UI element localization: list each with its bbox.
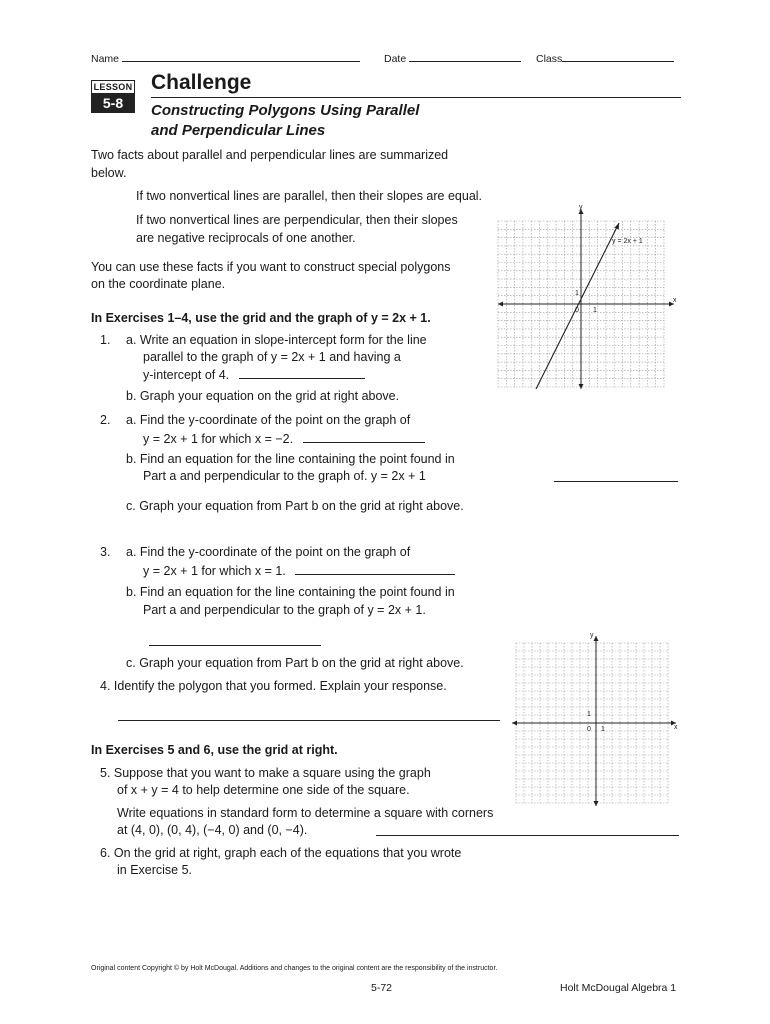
- page-subtitle: [151, 101, 571, 141]
- exercise-1a-line-3: [143, 367, 365, 382]
- graph-2-x-label: x: [674, 724, 678, 731]
- graph-1-y-arrow-down-icon: [579, 384, 584, 389]
- exercise-4: 4. Identify the polygon that you formed. Explain your response.: [100, 679, 447, 693]
- exercise-5-line-2: of x + y = 4 to help determine one side of the square.: [117, 783, 410, 797]
- lesson-badge: [91, 80, 135, 113]
- fact-1: If two nonvertical lines are parallel, then their slopes are equal.: [136, 189, 483, 203]
- exercise-3a-answer-blank[interactable]: [295, 563, 455, 575]
- exercise-2a-line-1: a. Find the y-coordinate of the point on the graph of: [126, 413, 411, 427]
- exercise-2a-answer-blank[interactable]: [303, 431, 425, 443]
- graph-1-line-label: y = 2x + 1: [612, 238, 643, 245]
- graph-2-x-arrow-left-icon: [512, 721, 517, 726]
- graph-1-origin-label: 0: [575, 307, 579, 314]
- footer-page-number: 5-72: [371, 982, 393, 994]
- lesson-number: 5-8: [91, 94, 135, 113]
- graph-1-x-label: x: [673, 297, 677, 304]
- exercise-5-answer-blank[interactable]: [376, 824, 679, 839]
- exercise-1a-line-2: parallel to the graph of y = 2x + 1 and having a: [143, 350, 401, 364]
- use-line-1: You can use these facts if you want to construct special polygons: [91, 260, 451, 274]
- title-rule: [151, 97, 681, 98]
- graph-2-tick-one-y: 1: [587, 711, 591, 718]
- name-field[interactable]: [91, 50, 360, 65]
- exercise-4-answer-blank[interactable]: [118, 709, 500, 724]
- exercise-3a-text: y = 2x + 1 for which x = 1.: [143, 564, 286, 578]
- exercise-1-number: 1.: [100, 333, 111, 347]
- exercise-1a-text: y-intercept of 4.: [143, 368, 230, 382]
- fact-2-line-1: If two nonvertical lines are perpendicular, then their slopes: [136, 213, 458, 227]
- exercise-3b-line-2: Part a and perpendicular to the graph of y = 2x + 1.: [143, 603, 426, 617]
- exercise-2a-text: y = 2x + 1 for which x = −2.: [143, 432, 294, 446]
- exercise-6-line-2: in Exercise 5.: [117, 863, 193, 877]
- exercise-3a-line-2: [143, 563, 455, 578]
- exercise-2b-answer-blank[interactable]: [554, 470, 678, 485]
- section-1-heading: In Exercises 1–4, use the grid and the graph of y = 2x + 1.: [91, 311, 431, 325]
- exercise-6-line-1: 6. On the grid at right, graph each of the equations that you wrote: [100, 846, 462, 860]
- exercise-2-number: 2.: [100, 413, 111, 427]
- lesson-label: LESSON: [91, 80, 135, 94]
- graph-2-y-label: y: [590, 632, 594, 639]
- exercise-1a-line-1: a. Write an equation in slope-intercept form for the line: [126, 333, 427, 347]
- subtitle-line-1: Constructing Polygons Using Parallel: [151, 102, 420, 119]
- graph-1-coordinate-grid[interactable]: [494, 203, 680, 393]
- exercise-3c: c. Graph your equation from Part b on the grid at right above.: [126, 656, 464, 670]
- footer-book-title: Holt McDougal Algebra 1: [560, 982, 677, 994]
- graph-1-tick-one-x: 1: [593, 307, 597, 314]
- exercise-5-line-4: at (4, 0), (0, 4), (−4, 0) and (0, −4).: [117, 823, 308, 837]
- page-title: Challenge: [151, 71, 252, 94]
- exercise-2c: c. Graph your equation from Part b on the grid at right above.: [126, 499, 464, 513]
- subtitle-line-2: and Perpendicular Lines: [151, 122, 326, 139]
- date-blank[interactable]: [409, 50, 521, 62]
- exercise-3-number: 3.: [100, 545, 111, 559]
- class-label: Class: [536, 53, 563, 65]
- name-blank[interactable]: [122, 50, 360, 62]
- class-blank[interactable]: [562, 50, 674, 62]
- use-line-2: on the coordinate plane.: [91, 277, 226, 291]
- exercise-3b-answer-blank[interactable]: [149, 634, 321, 649]
- exercise-2b-line-1: b. Find an equation for the line containing the point found in: [126, 452, 455, 466]
- date-label: Date: [384, 53, 407, 65]
- class-field[interactable]: [536, 50, 674, 65]
- exercise-1a-answer-blank[interactable]: [239, 367, 365, 379]
- exercise-2a-line-2: [143, 431, 425, 446]
- intro-line-1: Two facts about parallel and perpendicular lines are summarized: [91, 148, 449, 162]
- graph-1-x-arrow-left-icon: [498, 302, 503, 307]
- graph-2-origin-label: 0: [587, 726, 591, 733]
- footer-copyright: Original content Copyright © by Holt McDougal. Additions and changes to the original content are the responsibility of the instructor.: [91, 965, 498, 972]
- name-label: Name: [91, 53, 120, 65]
- fact-2-line-2: are negative reciprocals of one another.: [136, 231, 356, 245]
- section-2-heading: In Exercises 5 and 6, use the grid at right.: [91, 743, 338, 757]
- date-field[interactable]: [384, 50, 521, 65]
- graph-1-line-y-2x-plus-1: [536, 223, 619, 389]
- intro-line-2: below.: [91, 166, 127, 180]
- exercise-1b: b. Graph your equation on the grid at right above.: [126, 389, 400, 403]
- exercise-3a-line-1: a. Find the y-coordinate of the point on the graph of: [126, 545, 411, 559]
- exercise-2b-line-2: Part a and perpendicular to the graph of. y = 2x + 1: [143, 469, 426, 483]
- graph-2-coordinate-grid[interactable]: [508, 630, 682, 810]
- exercise-5-line-1: 5. Suppose that you want to make a square using the graph: [100, 766, 431, 780]
- exercise-5-line-3: Write equations in standard form to determine a square with corners: [117, 806, 494, 820]
- graph-2-y-arrow-icon: [594, 636, 599, 641]
- graph-1-tick-one-y: 1: [575, 290, 579, 297]
- graph-1-y-label: y: [579, 204, 583, 211]
- exercise-3b-line-1: b. Find an equation for the line containing the point found in: [126, 585, 455, 599]
- graph-2-y-arrow-down-icon: [594, 801, 599, 806]
- graph-2-tick-one-x: 1: [601, 726, 605, 733]
